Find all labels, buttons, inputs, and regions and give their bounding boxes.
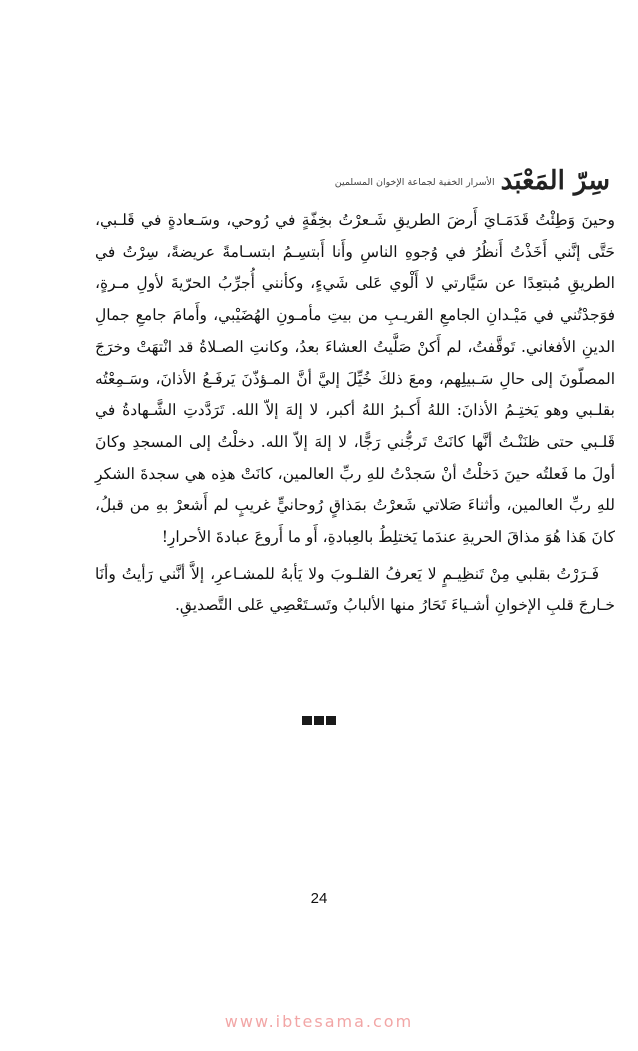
book-logo: سِرّ المَعْبَد xyxy=(500,166,610,196)
running-header xyxy=(305,150,610,194)
separator-square xyxy=(302,716,312,725)
separator-square xyxy=(314,716,324,725)
page-body xyxy=(95,205,615,622)
paragraph-2: فَـرَرْتُ بقلبي مِنْ تَنظِيـمٍ لا يَعرفُ القلـوبَ ولا يَأبهُ للمشـاعرِ، إلاَّ أنَّني رَأيتُ وأنَا خـارجَ قلبِ الإخوانِ أشـياءَ تَحَارُ منها الألبابُ وتَسـتَعْصِي عَلى التَّصديقِ. xyxy=(95,564,615,615)
page-number: 24 xyxy=(310,890,328,907)
book-subtitle: الأسرار الخفية لجماعة الإخوان المسلمين xyxy=(334,177,495,188)
paragraph-1: وحينَ وَطِئْتُ قَدَمَـايَ أَرضَ الطريقِ شَـعرْتُ بخِفّةٍ في رُوحي، وسَـعادةٍ في قَلـبي، حَتَّى إنَّني أَخَذْتُ أَنظُرُ في وُجوهِ الناسِ وأَنا أَبتسِـمُ ابتسـامةً عريضةً، سِرْتُ في الطريقِ مُبتعِدًا عن سَيَّارتي لا أَلْوي عَلى شَيءٍ، وكأنني أُجرِّبُ الحرّيةَ لأولِ مـرةٍ، فوَجدْتُني في مَيْـدانِ الجامعِ القريـبِ من بيتِ مأمـونِ الهُضَيْبي، وأَمامَ جامعِ جمالِ الدينِ الأفغاني. تَوقَّفتُ، لم أَكنْ صَلَّيتُ العشاءَ بعدُ، وكانتِ الصـلاةُ قد انْتهَتْ وخرَجَ المصلّونَ إلى حالِ سَـبيلِهم، ومعَ ذلكَ خُيِّلَ إليَّ أنَّ المـؤذّنَ يَرفَـعُ الأذانَ، وسَـمِعْتُه بقلـبي وهو يَختِـمُ الأذانَ: اللهُ أَكـبرُ اللهُ أكبر، لا إلهَ إلاّ الله. تَرَدَّدتِ الشَّـهادةُ في قَلـبي حتى ظنَنْـتُ أنَّها كانَتْ تَرجُّني رَجًّا، لا إلهَ إلاّ الله. دخلْتُ إلى المسجدِ وكانَ أولَ ما فَعلتُه حينَ دَخلْتُ أنْ سَجدْتُ للهِ ربِّ العالمين، كانَتْ هذِه هي سجدةَ الشكرِ للهِ ربِّ العالمين، وأثناءَ صَلاتي شَعرْتُ بمَذاقٍ رُوحانيٍّ غريبٍ لم أَشعرْ بهِ من قبلُ، كانَ هَذا هُوَ مذاقَ الحريةِ عندَما يَختلِطُ بالعِبادةِ، أَو ما أَروعَ عبادةَ الأحرارِ! xyxy=(95,211,615,547)
section-separator xyxy=(0,716,638,725)
watermark: www.ibtesama.com xyxy=(224,1012,414,1031)
separator-square xyxy=(326,716,336,725)
